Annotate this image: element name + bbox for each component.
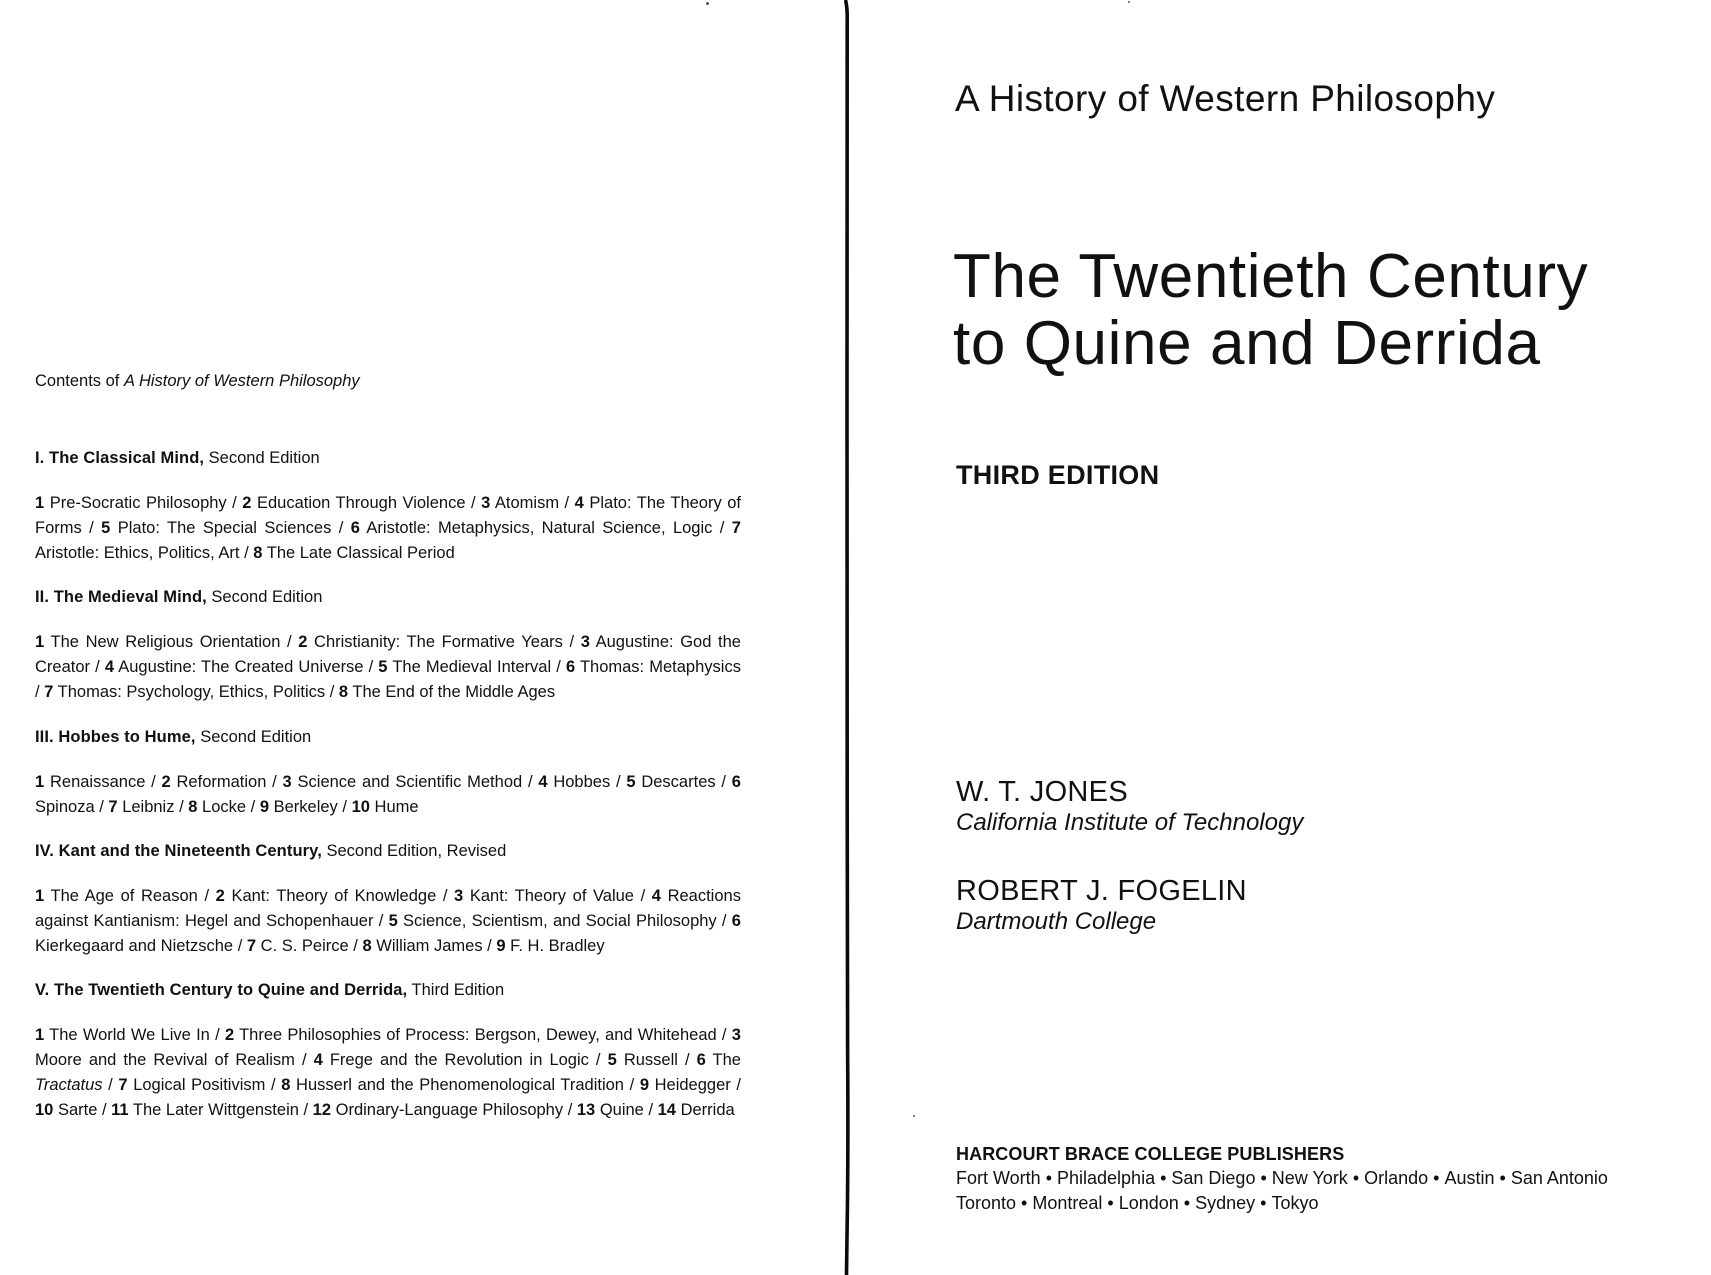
publisher-name: HARCOURT BRACE COLLEGE PUBLISHERS (956, 1144, 1345, 1164)
volume-title: V. The Twentieth Century to Quine and Derrida, (35, 981, 408, 1000)
scan-speck (1128, 1, 1130, 3)
chapter-list: 1 The New Religious Orientation / 2 Christianity: The Formative Years / 3 Augustine: God the Creator / 4 Augustine: The Created Universe / 5 The Medieval Interval / 6 Thomas: Metaphysics / 7 Thomas: Psychology, Ethics, Politics / 8 The End of the Middle Ages (35, 633, 741, 702)
chapter-number: 9 (496, 936, 506, 955)
chapter-number: 7 (118, 1076, 128, 1095)
publisher-cities-line-2 (956, 1191, 1608, 1216)
bullet-separator-icon: • (1183, 1193, 1191, 1213)
chapter-title: Augustine: God the Creator (35, 633, 741, 677)
chapter-entry (35, 1101, 97, 1119)
chapter-title: Berkeley (273, 797, 338, 816)
table-of-contents (35, 446, 741, 1142)
chapter-entry (640, 1076, 731, 1094)
chapter-number: 1 (35, 886, 45, 905)
chapter-number: 1 (35, 494, 45, 512)
volume-heading (35, 839, 741, 864)
bullet-separator-icon: • (1107, 1193, 1114, 1213)
chapter-entry (35, 773, 145, 791)
publisher-city: Tokyo (1271, 1193, 1319, 1213)
chapter-title: Education Through Violence (256, 494, 466, 512)
chapter-entry (577, 1101, 644, 1119)
chapter-number: 3 (454, 886, 464, 905)
book-title-line-1: The Twentieth Century (953, 242, 1589, 311)
chapter-title: Thomas: Psychology, Ethics, Politics (57, 683, 326, 702)
series-title: A History of Western Philosophy (955, 78, 1496, 119)
chapter-number: 13 (576, 1101, 596, 1120)
publisher-city: New York (1271, 1168, 1348, 1188)
chapter-entry (118, 1076, 265, 1094)
chapter-entry (108, 798, 174, 816)
chapter-entry (352, 798, 419, 816)
chapter-entry (298, 633, 563, 651)
chapter-number: 6 (350, 519, 360, 538)
chapter-title: Sarte (57, 1101, 98, 1120)
chapter-title: Hobbes (553, 772, 611, 791)
chapter-number: 5 (378, 658, 388, 677)
chapter-entry (389, 912, 717, 930)
chapter-entry (35, 1026, 210, 1044)
chapter-title: Locke (202, 797, 247, 816)
chapter-entry (35, 633, 280, 651)
bullet-separator-icon: • (1045, 1168, 1052, 1188)
volume-edition: Third Edition (411, 981, 505, 1000)
chapter-number: 6 (731, 911, 741, 930)
chapter-list: 1 Renaissance / 2 Reformation / 3 Science and Scientific Method / 4 Hobbes / 5 Descartes / 6 Spinoza / 7 Leibniz / 8 Locke / 9 Berkeley / 10 Hume (35, 772, 741, 816)
chapter-title: William James (376, 936, 483, 955)
chapter-number: 1 (35, 1026, 45, 1045)
chapter-number: 5 (101, 519, 111, 538)
book-spine-gutter (844, 0, 849, 1275)
author-affiliation: Dartmouth College (956, 908, 1157, 935)
chapter-title: The Age of Reason (50, 886, 198, 905)
chapter-number: 8 (338, 683, 349, 702)
toc-volume-block (35, 978, 741, 1123)
volume-edition: Second Edition (200, 727, 312, 746)
volume-edition: Second Edition (208, 449, 320, 467)
book-title-line-2: to Quine and Derrida (953, 309, 1541, 378)
publisher-cities-line-1 (956, 1166, 1608, 1191)
chapter-entry (314, 1051, 589, 1069)
publisher-city: Fort Worth (956, 1168, 1041, 1188)
chapter-entry (339, 683, 555, 701)
chapter-entry (283, 773, 523, 791)
bullet-separator-icon: • (1260, 1168, 1267, 1188)
chapter-title: Derrida (680, 1101, 735, 1120)
chapter-entry (188, 798, 246, 816)
bullet-separator-icon: • (1433, 1168, 1440, 1188)
chapter-number: 4 (538, 772, 548, 791)
chapter-title: Frege and the Revolution in Logic (329, 1051, 589, 1070)
chapter-number: 3 (580, 633, 590, 652)
chapter-title: Heidegger (654, 1076, 731, 1095)
bullet-separator-icon: • (1499, 1168, 1506, 1188)
chapter-title: Reformation (176, 772, 267, 791)
chapter-number: 3 (282, 772, 292, 791)
chapter-number: 4 (574, 494, 584, 512)
chapter-number: 9 (259, 797, 270, 816)
chapter-title: Russell (623, 1051, 678, 1070)
bullet-separator-icon: • (1352, 1168, 1360, 1188)
publisher-city: Toronto (956, 1193, 1017, 1213)
author-name: ROBERT J. FOGELIN (956, 875, 1247, 907)
chapter-title: Pre-Socratic Philosophy (49, 494, 227, 512)
chapter-title: Leibniz (122, 797, 175, 816)
volume-heading (35, 978, 741, 1003)
chapter-number: 1 (35, 633, 45, 652)
chapter-list: 1 The Age of Reason / 2 Kant: Theory of Knowledge / 3 Kant: Theory of Value / 4 Reactions against Kantianism: Hegel and Schopenhauer / 5 Science, Scientism, and Social Philosophy / 6 Kierkegaard and Nietzsche / 7 C. S. Peirce / 8 William James / 9 F. H. Bradley (35, 886, 741, 955)
toc-volume-block (35, 839, 741, 959)
chapter-number: 7 (44, 683, 54, 702)
volume-title: IV. Kant and the Nineteenth Century, (35, 841, 322, 860)
contents-caption-prefix: Contents of (35, 372, 124, 390)
contents-caption-title: A History of Western Philosophy (123, 372, 360, 390)
bullet-separator-icon: • (1021, 1193, 1028, 1213)
volume-heading (35, 585, 741, 610)
chapter-title-italic: Tractatus (35, 1076, 103, 1095)
chapter-entry (378, 658, 551, 676)
toc-volume-block (35, 446, 741, 566)
chapter-number: 5 (607, 1051, 617, 1070)
chapter-entry (111, 1101, 299, 1119)
chapter-entry (362, 937, 482, 955)
publisher-block (956, 1142, 1608, 1216)
chapter-entry (313, 1101, 563, 1119)
chapter-title: The New Religious Orientation (50, 633, 281, 652)
chapter-title: Renaissance (49, 772, 146, 791)
toc-volume-block (35, 585, 741, 705)
chapter-title: Thomas: Metaphysics (579, 658, 741, 677)
chapter-number: 7 (731, 519, 741, 538)
chapter-entry (351, 519, 713, 537)
chapter-title: Christianity: The Formative Years (314, 633, 563, 652)
chapter-list: 1 Pre-Socratic Philosophy / 2 Education Through Violence / 3 Atomism / 4 Plato: The Theory of Forms / 5 Plato: The Special Sciences / 6 Aristotle: Metaphysics, Natural Science, Logic / 7 Aristotle: Ethics, Politics, Art / 8 The Late Classical Period (35, 494, 741, 563)
chapter-number: 8 (362, 936, 372, 955)
chapter-title: Plato: The Theory of Forms (35, 494, 741, 538)
chapter-title: Kierkegaard and Nietzsche (35, 936, 234, 955)
chapter-title: Aristotle: Metaphysics, Natural Science, Logic (366, 519, 713, 538)
right-page-title-page (852, 0, 1711, 1275)
chapter-entry (35, 494, 227, 512)
chapter-title: Kant: Theory of Knowledge (231, 886, 437, 905)
chapter-title: Kant: Theory of Value (469, 886, 634, 905)
chapter-number: 4 (313, 1051, 323, 1070)
volume-title: II. The Medieval Mind, (35, 588, 207, 607)
chapter-title: The (712, 1051, 741, 1070)
chapter-title: Hume (374, 797, 419, 816)
chapter-entry (242, 494, 465, 512)
chapter-number: 6 (731, 772, 741, 791)
chapter-title: Husserl and the Phenomenological Tradition (296, 1076, 624, 1095)
chapter-title: Spinoza (35, 797, 95, 816)
author-block (956, 776, 1303, 838)
chapter-entry (496, 937, 604, 955)
chapter-title: Moore and the Revival of Realism (35, 1051, 295, 1070)
chapter-entry (35, 887, 198, 905)
bullet-separator-icon: • (1260, 1193, 1267, 1213)
chapter-entry (162, 773, 267, 791)
volume-heading (35, 725, 741, 750)
chapter-number: 1 (35, 772, 45, 791)
chapter-entry (216, 887, 437, 905)
chapter-number: 14 (657, 1101, 676, 1120)
chapter-number: 2 (215, 886, 225, 905)
chapter-number: 5 (626, 772, 636, 791)
chapter-number: 4 (651, 886, 661, 905)
chapter-entry (260, 798, 338, 816)
chapter-number: 8 (281, 1076, 291, 1095)
chapter-number: 2 (161, 772, 171, 791)
toc-volume-block (35, 725, 741, 820)
chapter-title: Atomism (494, 494, 560, 512)
chapter-entry (454, 887, 634, 905)
chapter-entry (481, 494, 559, 512)
chapter-number: 2 (298, 633, 308, 652)
chapter-title: Aristotle: Ethics, Politics, Art (35, 544, 240, 563)
chapter-number: 4 (104, 658, 115, 677)
scan-speck (913, 1115, 915, 1117)
chapter-number: 7 (108, 797, 118, 816)
chapter-number: 3 (731, 1026, 741, 1045)
chapter-title: The Medieval Interval (392, 658, 552, 677)
chapter-title: Science, Scientism, and Social Philosophy (403, 911, 717, 930)
chapter-number: 9 (639, 1076, 649, 1095)
chapter-title: Quine (599, 1101, 644, 1120)
chapter-entry (247, 937, 349, 955)
book-title (953, 243, 1588, 377)
chapter-title: The Late Classical Period (266, 544, 455, 563)
chapter-entry (105, 658, 364, 676)
chapter-title: C. S. Peirce (260, 936, 349, 955)
chapter-number: 6 (696, 1051, 706, 1070)
chapter-list: 1 The World We Live In / 2 Three Philosophies of Process: Bergson, Dewey, and Whitehead / 3 Moore and the Revival of Realism / 4 Frege and the Revolution in Logic / 5 Russell / 6 The Tractatus / 7 Logical Positivism / 8 Husserl and the Phenomenological Tradition / 9 Heidegger / 10 Sarte / 11 The Later Wittgenstein / 12 Ordinary-Language Philosophy / 13 Quine / 14 Derrida (35, 1026, 741, 1120)
chapter-number: 7 (246, 936, 257, 955)
chapter-number: 12 (312, 1101, 332, 1120)
author-affiliation: California Institute of Technology (956, 809, 1304, 836)
chapter-number: 8 (188, 797, 198, 816)
chapter-entry (225, 1026, 717, 1044)
chapter-title: Reactions against Kantianism: Hegel and Schopenhauer (35, 886, 741, 930)
chapter-number: 11 (111, 1101, 129, 1120)
volume-title: I. The Classical Mind, (35, 449, 205, 467)
chapter-title: Logical Positivism (133, 1076, 266, 1095)
chapter-number: 3 (481, 494, 491, 512)
chapter-entry (608, 1051, 678, 1069)
chapter-title: F. H. Bradley (510, 936, 605, 955)
chapter-title: The End of the Middle Ages (352, 683, 556, 702)
chapter-number: 5 (388, 911, 398, 930)
author-block (956, 875, 1247, 937)
bullet-separator-icon: • (1160, 1168, 1167, 1188)
volume-heading (35, 446, 741, 471)
scan-speck (706, 2, 709, 5)
chapter-number: 10 (35, 1101, 54, 1120)
publisher-city: Austin (1444, 1168, 1495, 1188)
contents-caption (35, 372, 360, 391)
volume-edition: Second Edition, Revised (326, 841, 507, 860)
chapter-title: Descartes (641, 772, 716, 791)
author-name: W. T. JONES (956, 776, 1128, 808)
publisher-city: Orlando (1364, 1168, 1429, 1188)
chapter-entry (44, 683, 325, 701)
chapter-title: Science and Scientific Method (297, 772, 523, 791)
publisher-city: San Diego (1171, 1168, 1256, 1188)
chapter-number: 2 (242, 494, 252, 512)
chapter-title: Three Philosophies of Process: Bergson, Dewey, and Whitehead (239, 1026, 717, 1045)
chapter-title: Augustine: The Created Universe (118, 658, 364, 677)
publisher-city: San Antonio (1510, 1168, 1608, 1188)
volume-title: III. Hobbes to Hume, (35, 727, 196, 746)
chapter-number: 8 (253, 544, 263, 563)
chapter-title: The World We Live In (49, 1026, 210, 1045)
publisher-city: Philadelphia (1057, 1168, 1156, 1188)
left-page-contents (0, 0, 846, 1275)
chapter-number: 10 (351, 797, 370, 816)
publisher-city: Sydney (1195, 1193, 1256, 1213)
chapter-number: 2 (224, 1026, 235, 1045)
volume-edition: Second Edition (211, 588, 323, 607)
publisher-city: Montreal (1032, 1193, 1103, 1213)
chapter-title: The Later Wittgenstein (132, 1101, 299, 1120)
chapter-number: 6 (565, 658, 576, 677)
chapter-title: Plato: The Special Sciences (117, 519, 332, 538)
chapter-entry (253, 544, 455, 562)
chapter-title: Ordinary-Language Philosophy (335, 1101, 564, 1120)
publisher-city: London (1118, 1193, 1179, 1213)
chapter-entry (281, 1076, 624, 1094)
chapter-entry (566, 658, 741, 676)
chapter-entry (626, 773, 715, 791)
chapter-entry (101, 519, 331, 537)
edition-label: THIRD EDITION (956, 460, 1160, 490)
chapter-entry (538, 773, 610, 791)
chapter-entry (658, 1101, 735, 1119)
